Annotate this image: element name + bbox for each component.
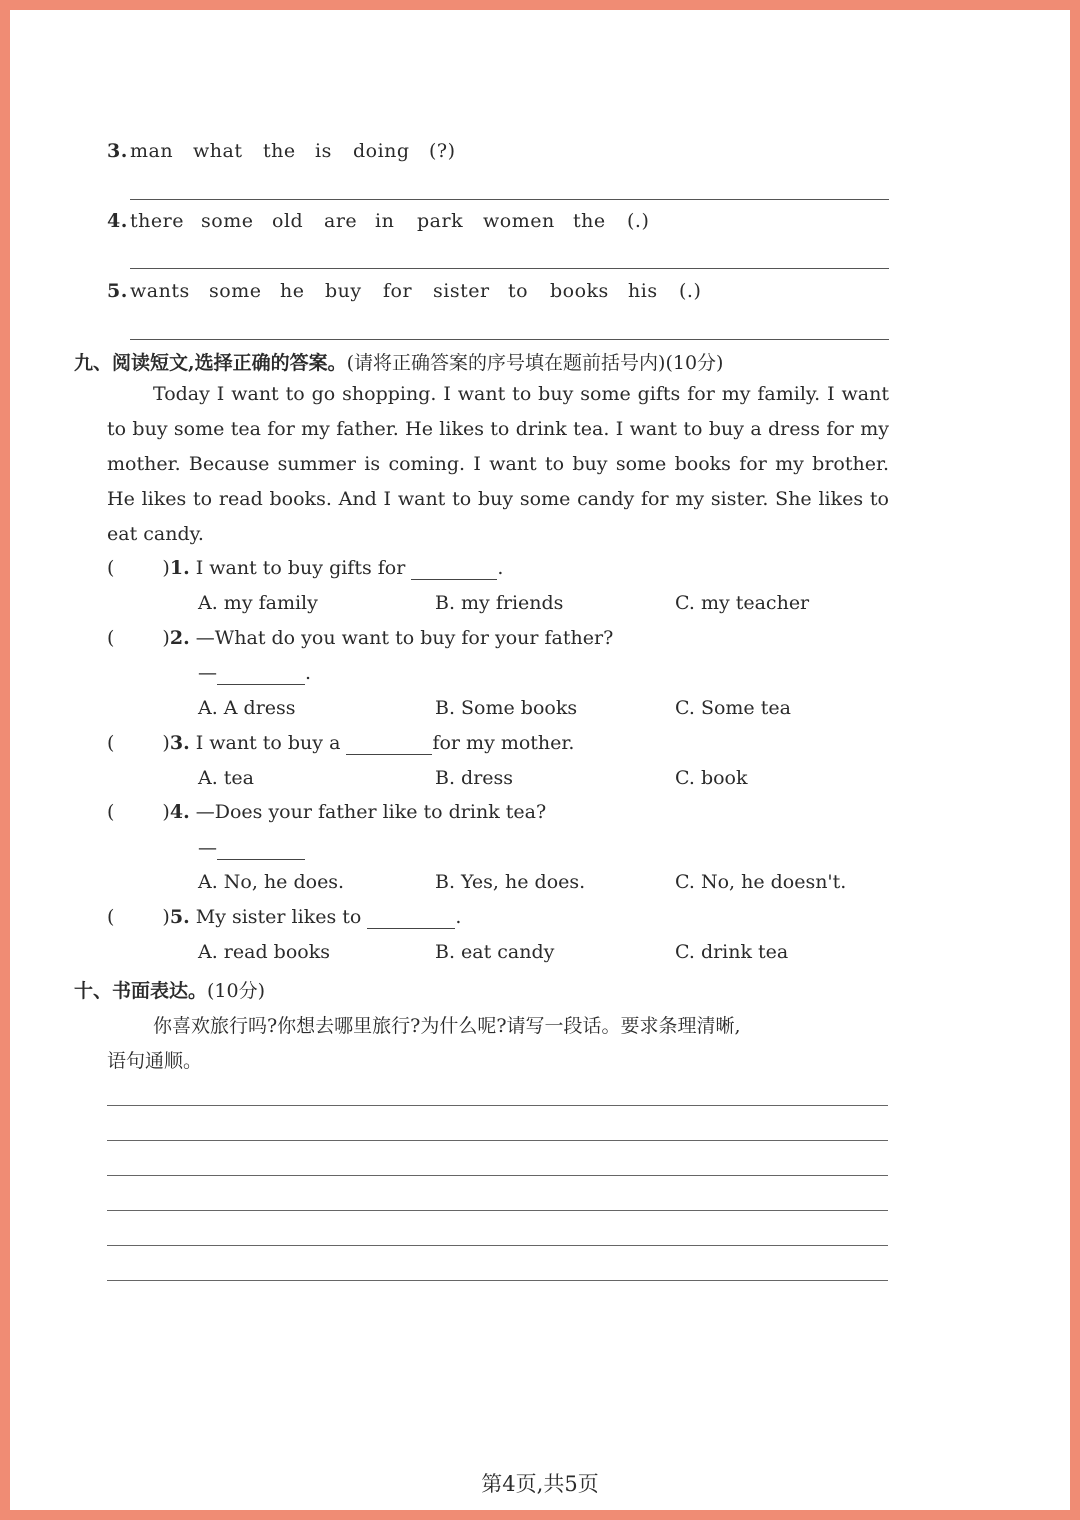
option-a[interactable]: A. No, he does. <box>198 871 345 893</box>
word: what <box>193 140 243 162</box>
option-a[interactable]: A. my family <box>198 592 318 614</box>
answer-paren-open: ( <box>107 732 115 754</box>
question-number: 4. <box>107 210 128 232</box>
answer-paren-close: ) <box>162 732 170 754</box>
writing-prompt-line-1: 你喜欢旅行吗?你想去哪里旅行?为什么呢?请写一段话。要求条理清晰, <box>153 1015 741 1037</box>
fill-blank[interactable] <box>346 732 432 755</box>
option-c[interactable]: C. No, he doesn't. <box>675 871 847 893</box>
writing-line[interactable] <box>107 1105 888 1106</box>
option-b[interactable]: B. Yes, he does. <box>435 871 586 893</box>
option-b[interactable]: B. dress <box>435 767 514 789</box>
answer-paren-close: ) <box>162 906 170 928</box>
word: sister <box>433 280 490 302</box>
option-c[interactable]: C. Some tea <box>675 697 791 719</box>
word: some <box>201 210 254 232</box>
word: the <box>573 210 606 232</box>
word: for <box>383 280 413 302</box>
answer-response-line <box>198 662 311 685</box>
question-text: My sister likes to <box>195 906 362 928</box>
reorder-question-5 <box>107 280 907 304</box>
fill-blank[interactable] <box>411 557 497 580</box>
answer-response-line <box>198 837 305 860</box>
section-9-heading <box>74 348 723 375</box>
answer-paren-close: ) <box>162 801 170 823</box>
option-a[interactable]: A. A dress <box>198 697 296 719</box>
question-5 <box>107 906 707 929</box>
word: the <box>263 140 296 162</box>
section-title: 九、阅读短文,选择正确的答案。 <box>74 352 347 374</box>
word: wants <box>130 280 190 302</box>
word: women <box>483 210 555 232</box>
word: buy <box>325 280 362 302</box>
option-a[interactable]: A. tea <box>198 767 255 789</box>
writing-line[interactable] <box>107 1140 888 1141</box>
question-text: I want to buy gifts for <box>195 557 406 579</box>
question-3 <box>107 732 707 755</box>
word: doing <box>353 140 410 162</box>
question-2 <box>107 627 807 649</box>
writing-line[interactable] <box>107 1245 888 1246</box>
section-note: (请将正确答案的序号填在题前括号内)(10分) <box>346 352 724 374</box>
answer-paren-open: ( <box>107 627 115 649</box>
writing-prompt-line-2: 语句通顺。 <box>107 1050 203 1072</box>
reorder-question-4 <box>107 210 907 234</box>
question-text-after: . <box>305 662 312 684</box>
option-a[interactable]: A. read books <box>198 941 330 963</box>
punctuation: (.) <box>627 210 650 232</box>
section-title: 十、书面表达。 <box>74 980 208 1002</box>
question-text-after: for my mother. <box>432 732 575 754</box>
fill-blank[interactable] <box>367 906 455 929</box>
dash: — <box>198 837 217 859</box>
question-text-after: . <box>497 557 504 579</box>
page-footer: 第4页,共5页 <box>481 1472 599 1496</box>
reorder-question-3 <box>107 140 907 164</box>
option-b[interactable]: B. Some books <box>435 697 578 719</box>
option-c[interactable]: C. drink tea <box>675 941 789 963</box>
fill-blank[interactable] <box>217 662 305 685</box>
word: books <box>550 280 609 302</box>
question-number: 5. <box>107 280 128 302</box>
word: old <box>272 210 304 232</box>
reading-passage <box>107 377 889 552</box>
word: in <box>375 210 395 232</box>
passage-text: Today I want to go shopping. I want to buy some gifts for my family. I want to buy some tea for my father. He likes to drink tea. I want to buy a dress for my mother. Because summer is coming. I want to buy some books for my brother. He likes to read books. And I want to buy some candy for my sister. She likes to eat candy. <box>107 383 889 545</box>
question-1 <box>107 557 707 580</box>
option-c[interactable]: C. book <box>675 767 748 789</box>
question-text: —Does your father like to drink tea? <box>195 801 547 823</box>
worksheet-page <box>10 10 1070 1510</box>
question-text-after: . <box>455 906 462 928</box>
answer-paren-close: ) <box>162 627 170 649</box>
option-b[interactable]: B. eat candy <box>435 941 555 963</box>
question-text: I want to buy a <box>195 732 341 754</box>
punctuation: (?) <box>429 140 456 162</box>
question-number: 3. <box>107 140 128 162</box>
word: his <box>628 280 658 302</box>
word: man <box>130 140 174 162</box>
answer-paren-close: ) <box>162 557 170 579</box>
answer-paren-open: ( <box>107 557 115 579</box>
writing-line[interactable] <box>107 1280 888 1281</box>
answer-line[interactable] <box>130 339 889 340</box>
question-number: 3. <box>169 732 190 754</box>
question-number: 1. <box>169 557 190 579</box>
answer-line[interactable] <box>130 268 889 269</box>
section-note: (10分) <box>207 980 266 1002</box>
option-b[interactable]: B. my friends <box>435 592 564 614</box>
option-c[interactable]: C. my teacher <box>675 592 810 614</box>
section-10-heading <box>74 976 265 1003</box>
writing-line[interactable] <box>107 1210 888 1211</box>
answer-paren-open: ( <box>107 801 115 823</box>
dash: — <box>198 662 217 684</box>
question-number: 5. <box>169 906 190 928</box>
word: park <box>417 210 464 232</box>
writing-line[interactable] <box>107 1175 888 1176</box>
question-number: 2. <box>169 627 190 649</box>
question-number: 4. <box>169 801 190 823</box>
punctuation: (.) <box>679 280 702 302</box>
answer-line[interactable] <box>130 199 889 200</box>
word: he <box>280 280 305 302</box>
fill-blank[interactable] <box>217 837 305 860</box>
answer-paren-open: ( <box>107 906 115 928</box>
word: some <box>209 280 262 302</box>
word: to <box>508 280 529 302</box>
word: are <box>324 210 358 232</box>
word: there <box>130 210 184 232</box>
question-text: —What do you want to buy for your father? <box>195 627 614 649</box>
word: is <box>315 140 332 162</box>
question-4 <box>107 801 807 823</box>
